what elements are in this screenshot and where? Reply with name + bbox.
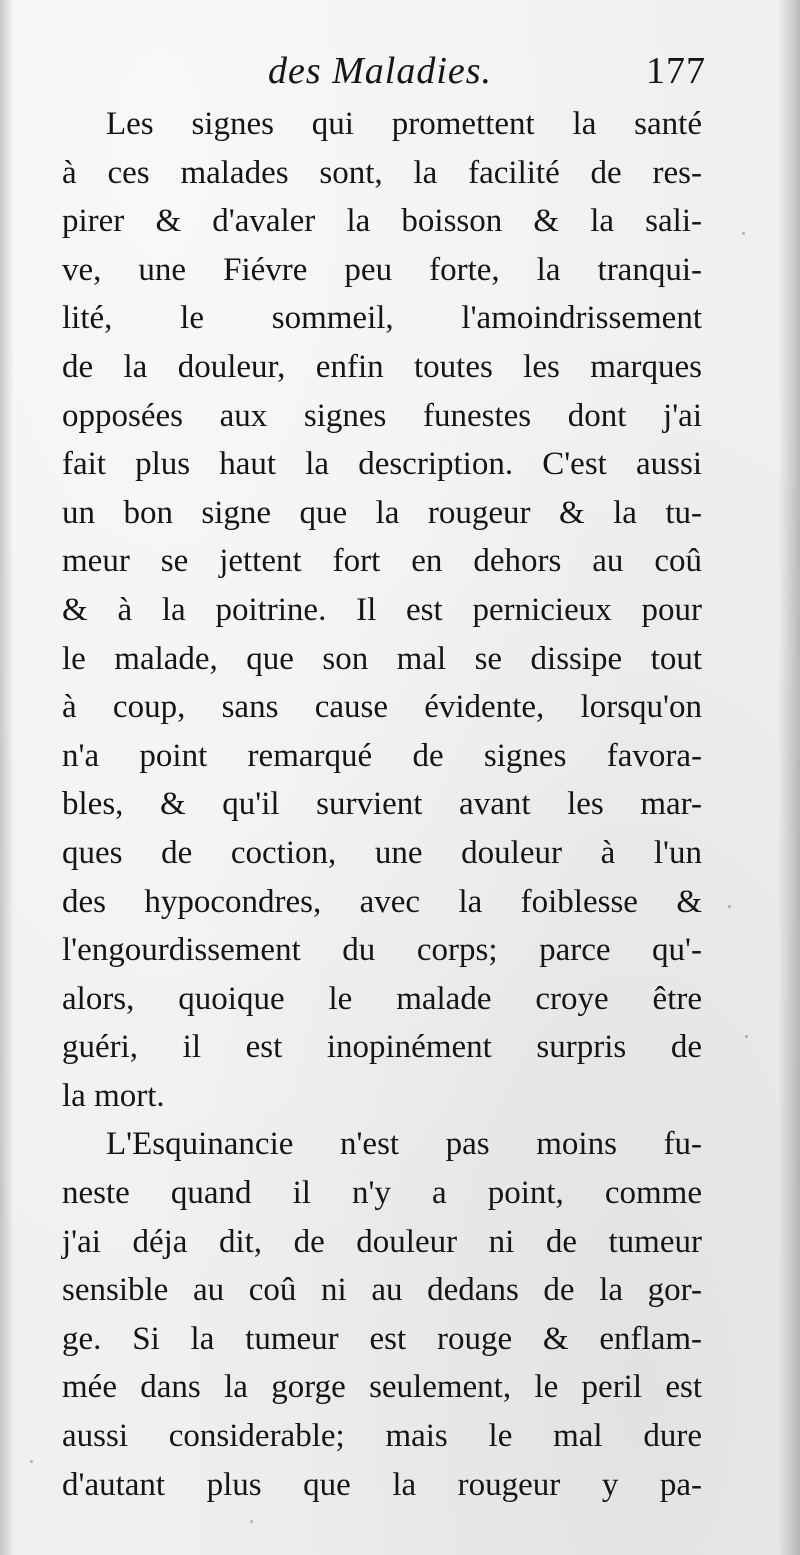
text-line: Les signes qui promettent la santé bbox=[106, 106, 702, 142]
text-line: meur se jettent fort en dehors au coû bbox=[62, 543, 702, 580]
text-line: des hypocondres, avec la foiblesse & bbox=[62, 883, 702, 920]
paper-speck bbox=[742, 232, 745, 235]
text-line: & à la poitrine. Il est pernicieux pour bbox=[62, 591, 702, 628]
text-line: guéri, il est inopinément surpris de bbox=[62, 1029, 702, 1066]
paper-speck bbox=[250, 1520, 253, 1523]
text-line: ve, une Fiévre peu forte, la tranqui- bbox=[62, 251, 702, 288]
text-line: ques de coction, une douleur à l'un bbox=[62, 834, 702, 871]
running-title: des Maladies. bbox=[267, 50, 493, 92]
paper-speck bbox=[30, 1460, 33, 1463]
text-line: alors, quoique le malade croye être bbox=[62, 980, 702, 1017]
text-line: à ces malades sont, la facilité de res- bbox=[62, 154, 702, 191]
text-line: j'ai déja dit, de douleur ni de tumeur bbox=[62, 1223, 702, 1260]
text-line: un bon signe que la rougeur & la tu- bbox=[62, 494, 702, 531]
running-head bbox=[60, 46, 706, 96]
text-line: n'a point remarqué de signes favora- bbox=[62, 737, 702, 774]
text-line: lité, le sommeil, l'amoindrissement bbox=[62, 300, 702, 337]
text-line: aussi considerable; mais le mal dure bbox=[62, 1418, 702, 1455]
text-line: ge. Si la tumeur est rouge & enflam- bbox=[62, 1320, 702, 1357]
text-line: l'engourdissement du corps; parce qu'- bbox=[62, 932, 702, 969]
text-line: de la douleur, enfin toutes les marques bbox=[62, 348, 702, 385]
page-edge-shadow-right bbox=[778, 0, 800, 1555]
text-line: la mort. bbox=[62, 1077, 165, 1114]
text-line: mée dans la gorge seulement, le peril est bbox=[62, 1369, 702, 1406]
text-line: fait plus haut la description. C'est aussi bbox=[62, 446, 702, 483]
text-line: opposées aux signes funestes dont j'ai bbox=[62, 397, 702, 434]
page-number: 177 bbox=[646, 50, 706, 92]
text-line: L'Esquinancie n'est pas moins fu- bbox=[106, 1126, 702, 1163]
paper-speck bbox=[728, 905, 731, 908]
text-line: à coup, sans cause évidente, lorsqu'on bbox=[62, 689, 702, 726]
text-line: d'autant plus que la rougeur y pa- bbox=[62, 1466, 702, 1503]
text-line: neste quand il n'y a point, comme bbox=[62, 1175, 702, 1212]
text-line: sensible au coû ni au dedans de la gor- bbox=[62, 1272, 702, 1309]
text-line: le malade, que son mal se dissipe tout bbox=[62, 640, 702, 677]
text-line: bles, & qu'il survient avant les mar- bbox=[62, 786, 702, 823]
body-text bbox=[62, 100, 702, 1509]
paper-speck bbox=[745, 1035, 748, 1038]
text-line: pirer & d'avaler la boisson & la sali- bbox=[62, 203, 702, 240]
page-edge-shadow-left bbox=[0, 0, 14, 1555]
